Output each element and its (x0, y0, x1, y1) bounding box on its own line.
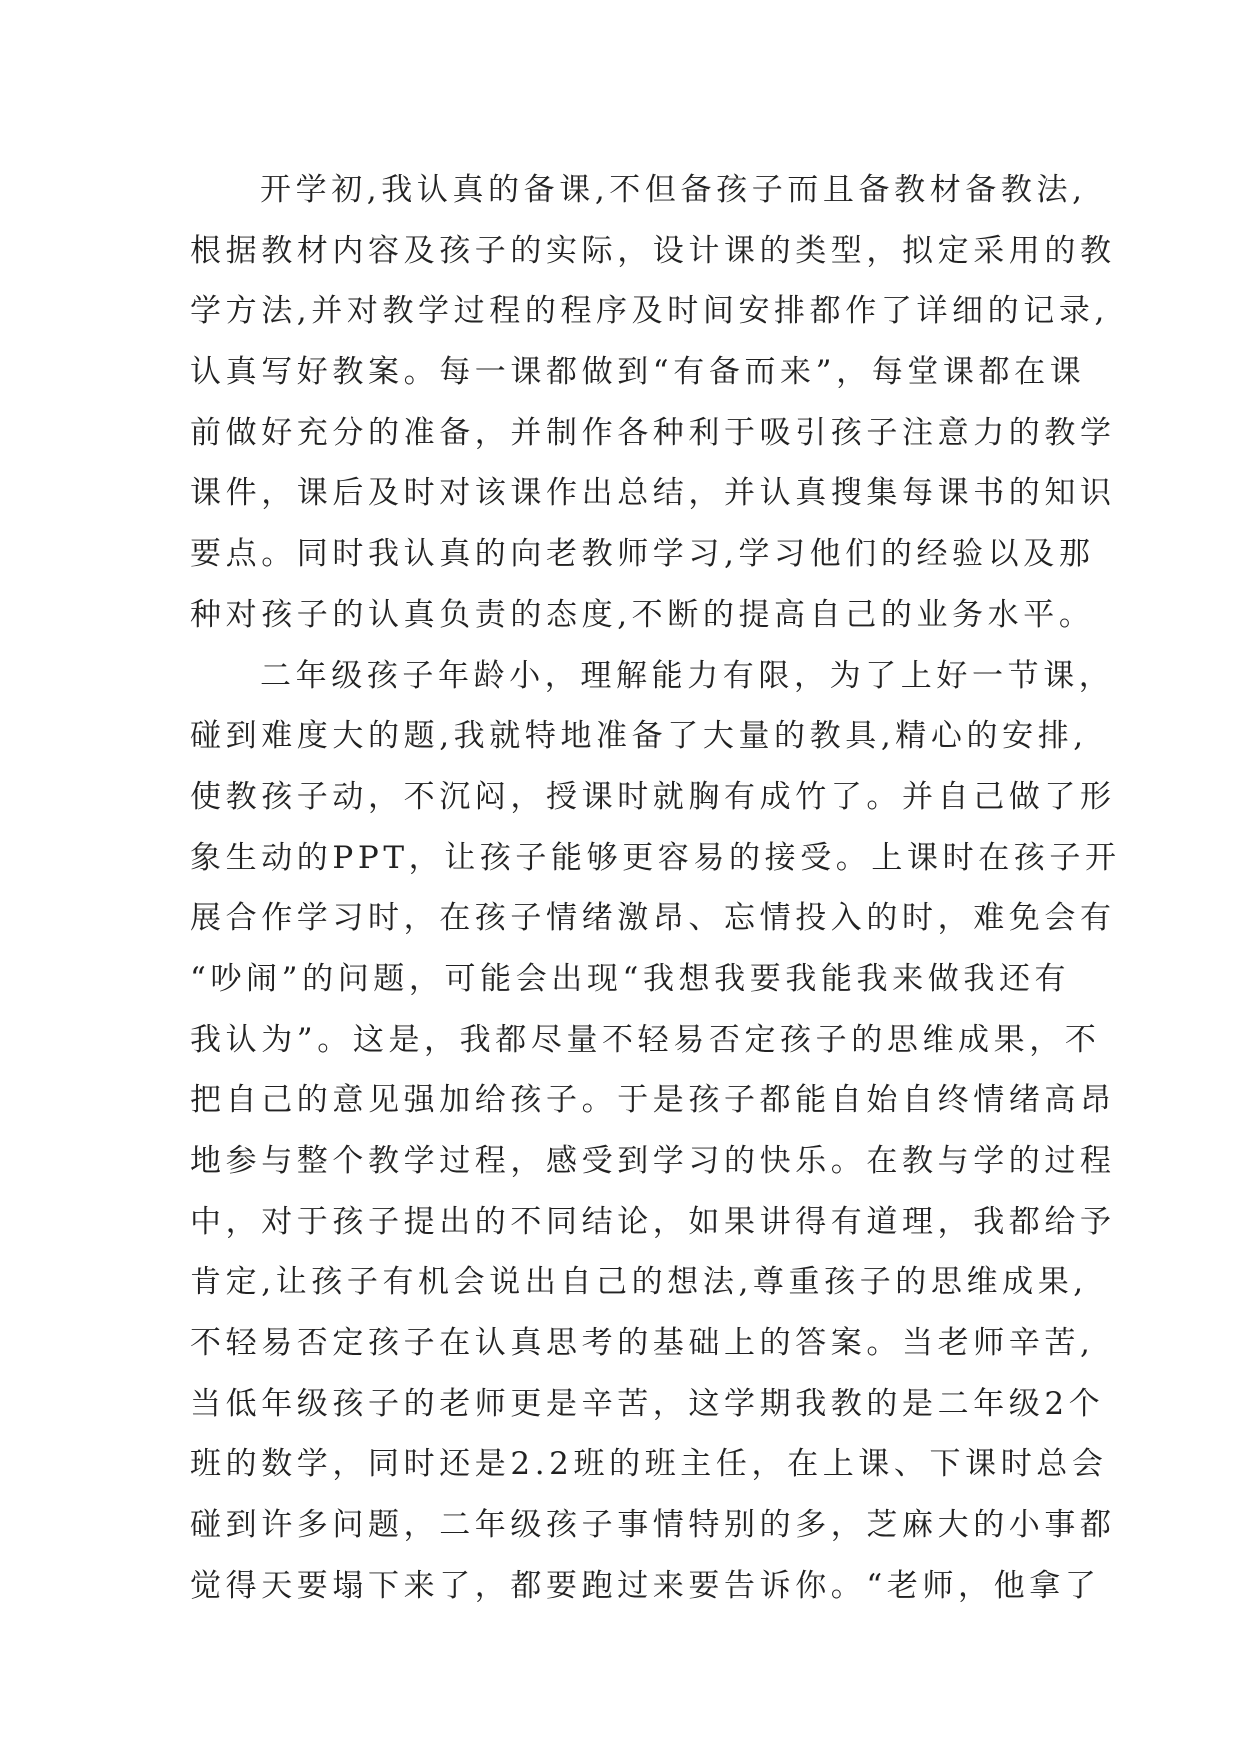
paragraph-1-line-1: 开学初,我认真的备课,不但备孩子而且备教材备教法, (260, 172, 1087, 208)
paragraph-1-line-4: 认真写好教案。每一课都做到“有备而来”，每堂课都在课 (190, 354, 1086, 391)
paragraph-1-line-3: 学方法,并对教学过程的程序及时间安排都作了详细的记录, (190, 293, 1109, 330)
paragraph-2-line-5: 展合作学习时，在孩子情绪激昂、忘情投入的时，难免会有 (190, 900, 1116, 937)
paragraph-2-line-8: 把自己的意见强加给孩子。于是孩子都能自始自终情绪高昂 (190, 1082, 1116, 1119)
paragraph-2-line-14: 班的数学，同时还是2.2班的班主任，在上课、下课时总会 (190, 1446, 1108, 1483)
paragraph-2-line-13: 当低年级孩子的老师更是辛苦，这学期我教的是二年级2个 (190, 1385, 1105, 1422)
paragraph-2-line-4: 象生动的PPT，让孩子能够更容易的接受。上课时在孩子开 (190, 839, 1121, 876)
paragraph-2-line-3: 使教孩子动，不沉闷，授课时就胸有成竹了。并自己做了形 (190, 778, 1116, 815)
paragraph-2-line-9: 地参与整个教学过程，感受到学习的快乐。在教与学的过程 (190, 1143, 1116, 1179)
paragraph-2-line-1: 二年级孩子年龄小，理解能力有限，为了上好一节课， (260, 657, 1115, 694)
paragraph-2-line-15: 碰到许多问题，二年级孩子事情特别的多，芝麻大的小事都 (190, 1507, 1116, 1544)
paragraph-2-line-7: 我认为”。这是，我都尽量不轻易否定孩子的思维成果，不 (190, 1021, 1101, 1058)
paragraph-2-line-16: 觉得天要塌下来了，都要跑过来要告诉你。“老师，他拿了 (190, 1567, 1101, 1604)
paragraph-1-line-7: 要点。同时我认真的向老教师学习,学习他们的经验以及那 (190, 536, 1095, 573)
paragraph-2-line-2: 碰到难度大的题,我就特地准备了大量的教具,精心的安排, (190, 718, 1088, 755)
paragraph-2-line-6: “吵闹”的问题，可能会出现“我想我要我能我来做我还有 (190, 960, 1071, 997)
paragraph-2-line-12: 不轻易否定孩子在认真思考的基础上的答案。当老师辛苦, (190, 1325, 1095, 1362)
paragraph-2-line-10: 中，对于孩子提出的不同结论，如果讲得有道理，我都给予 (190, 1203, 1116, 1240)
paragraph-2-line-11: 肯定,让孩子有机会说出自己的想法,尊重孩子的思维成果, (190, 1264, 1088, 1301)
paragraph-1-line-6: 课件，课后及时对该课作出总结，并认真搜集每课书的知识 (190, 475, 1116, 512)
paragraph-1-line-5: 前做好充分的准备，并制作各种利于吸引孩子注意力的教学 (190, 414, 1116, 451)
body-text (190, 160, 1121, 1617)
paragraph-1-line-8: 种对孩子的认真负责的态度,不断的提高自己的业务水平。 (190, 596, 1095, 633)
paragraph-1-line-2: 根据教材内容及孩子的实际，设计课的类型，拟定采用的教 (190, 232, 1116, 269)
